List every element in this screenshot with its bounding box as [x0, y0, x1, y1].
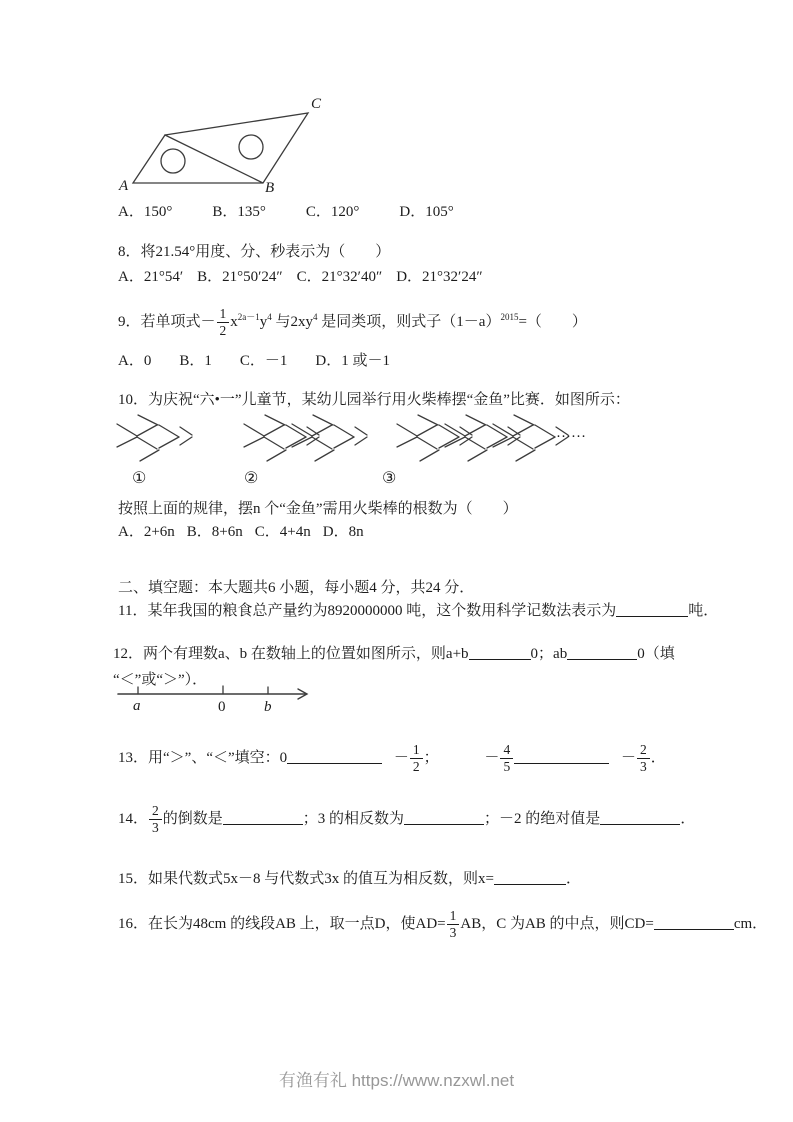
triangle-lines [133, 113, 308, 183]
q14-blank-absolute [600, 810, 680, 825]
q9-mid: 与2xy [271, 314, 314, 331]
q7-option-a: A．150° [118, 204, 173, 220]
q9-exponent-y2: 4 [313, 312, 318, 323]
q13-blank-1 [287, 749, 382, 764]
question-9-options [118, 350, 390, 372]
q7-option-b: B．135° [212, 204, 266, 220]
question-11 [118, 600, 718, 622]
question-13 [118, 742, 666, 775]
vertex-label-b: B [265, 180, 275, 196]
q10-option-a: A．2+6n [118, 524, 175, 540]
q8-option-a: A．21°54′ [118, 269, 184, 285]
site-watermark: 有渔有礼 https://www.nzxwl.net [278, 1071, 515, 1090]
q11-tail: 吨． [688, 603, 719, 619]
q9-fraction-half [217, 306, 230, 339]
q15-lead: 15．如果代数式5x－8 与代数式3x 的值互为相反数，则x= [118, 871, 494, 887]
question-10-options [118, 521, 364, 543]
q14-blank-reciprocal [223, 810, 303, 825]
q16-answer-blank [654, 915, 734, 930]
fish-figure-label-2: ② [244, 470, 259, 487]
q10-option-d: D．8n [322, 524, 364, 540]
q13-neg-3: － [620, 750, 636, 767]
q16-fraction [447, 908, 460, 941]
q13-neg-1: － [393, 750, 409, 767]
q13-period: ． [650, 750, 666, 767]
question-8-text: 8．将21.54°用度、分、秒表示为（ ） [118, 244, 391, 260]
q13-blank-2 [514, 749, 609, 764]
question-8-options [118, 266, 483, 288]
q9-tail: 是同类项，则式子（1－a） [317, 314, 501, 331]
q13-fraction-3 [637, 742, 650, 775]
q9-option-a: A．0 [118, 353, 152, 369]
q9-end: =（ ） [518, 314, 587, 331]
fish-group-2a [244, 415, 319, 461]
vertex-label-c: C [311, 96, 322, 112]
q11-lead: 11．某年我国的粮食总产量约为8920000000 吨，这个数用科学记数法表示为 [118, 603, 617, 619]
q11-answer-blank [616, 602, 688, 617]
question-10-text: 10．为庆祝“六•一”儿童节，某幼儿园举行用火柴棒摆“金鱼”比赛．如图所示： [118, 392, 630, 408]
q12-line1 [113, 641, 675, 667]
fish-group-3a [397, 415, 472, 461]
q9-option-c: C．－1 [239, 353, 288, 369]
q7-option-d: D．105° [399, 204, 454, 220]
section-2-title: 二、填空题：本大题共6 小题，每小题4 分，共24 分． [118, 580, 475, 596]
q9-var-y: y [259, 314, 268, 331]
question-9-text [118, 306, 587, 339]
q13-frac2-den: 5 [500, 758, 513, 775]
numberline-label-a: a [133, 698, 141, 714]
question-15 [118, 868, 581, 890]
number-line-axis [118, 686, 307, 699]
q14-frac-den: 3 [149, 819, 162, 836]
q9-lead: 9．若单项式－ [118, 314, 216, 331]
q14-text-3: ；－2 的绝对值是 [484, 811, 601, 828]
q13-frac1-den: 2 [410, 758, 423, 775]
q12-blank-sum [469, 645, 531, 660]
question-14 [118, 803, 695, 836]
goldfish-matchstick-figure [105, 404, 705, 468]
q13-lead: 13．用“＞”、“＜”填空：0 [118, 750, 288, 767]
q14-text-4: ． [680, 811, 696, 828]
q13-frac2-num: 4 [503, 742, 511, 757]
q12-mid: 0；ab [530, 646, 568, 662]
q9-exponent-x: 2a－1 [237, 312, 260, 323]
fish-figure-ellipsis: …… [556, 425, 586, 441]
q14-frac-num: 2 [152, 803, 159, 818]
q9-option-b: B．1 [179, 353, 212, 369]
q13-frac1-num: 1 [412, 742, 420, 757]
q15-tail: ． [565, 871, 581, 887]
q13-neg-2: － [484, 750, 500, 767]
q14-text-2: ；3 的相反数为 [302, 811, 405, 828]
q16-lead: 16．在长为48cm 的线段AB 上，取一点D，使AD= [118, 916, 446, 933]
q16-frac-num: 1 [449, 908, 457, 923]
q12-tail: 0（填 [637, 646, 675, 662]
q7-option-c: C．120° [305, 204, 360, 220]
q14-number: 14． [118, 811, 149, 828]
q14-blank-opposite [404, 810, 484, 825]
q13-fraction-1 [410, 742, 423, 775]
q8-option-d: D．21°32′24″ [396, 269, 483, 285]
q9-exponent-power: 2015 [500, 312, 519, 323]
q9-exponent-y: 4 [267, 312, 272, 323]
q15-answer-blank [494, 870, 566, 885]
q16-tail: cm． [733, 916, 768, 933]
q13-frac3-den: 3 [637, 758, 650, 775]
q9-option-d: D．1 或－1 [315, 353, 390, 369]
numberline-label-b: b [264, 699, 272, 714]
question-7-options [118, 201, 454, 223]
q9-frac-num: 1 [219, 306, 227, 321]
q13-semicolon: ； [423, 750, 439, 767]
q8-option-c: C．21°32′40″ [296, 269, 383, 285]
q10-option-c: C．4+4n [254, 524, 311, 540]
question-10-text2: 按照上面的规律，摆n 个“金鱼”需用火柴棒的根数为（ ） [118, 501, 518, 517]
q14-fraction [149, 803, 162, 836]
fish-figure-label-1: ① [132, 470, 147, 487]
q9-frac-den: 2 [217, 322, 230, 339]
vertex-label-a: A [119, 178, 129, 194]
fish-group-1 [117, 415, 192, 461]
q16-frac-den: 3 [447, 924, 460, 941]
number-line-figure [108, 680, 323, 714]
q12-blank-product [567, 645, 637, 660]
q13-fraction-2 [500, 742, 513, 775]
q12-line2: “＜”或“＞”）． [113, 672, 208, 688]
q13-frac3-num: 2 [639, 742, 647, 757]
question-16 [118, 908, 767, 941]
q12-lead: 12．两个有理数a、b 在数轴上的位置如图所示，则a+b [113, 646, 469, 662]
numberline-label-zero: 0 [218, 699, 226, 714]
q16-mid: AB，C 为AB 的中点，则CD= [460, 916, 654, 933]
fish-figure-label-3: ③ [382, 470, 397, 487]
q14-text-1: 的倒数是 [162, 811, 223, 828]
q9-var-x: x [230, 314, 238, 331]
q10-option-b: B．8+6n [186, 524, 243, 540]
q8-option-b: B．21°50′24″ [197, 269, 283, 285]
triangle-figure [105, 95, 335, 205]
